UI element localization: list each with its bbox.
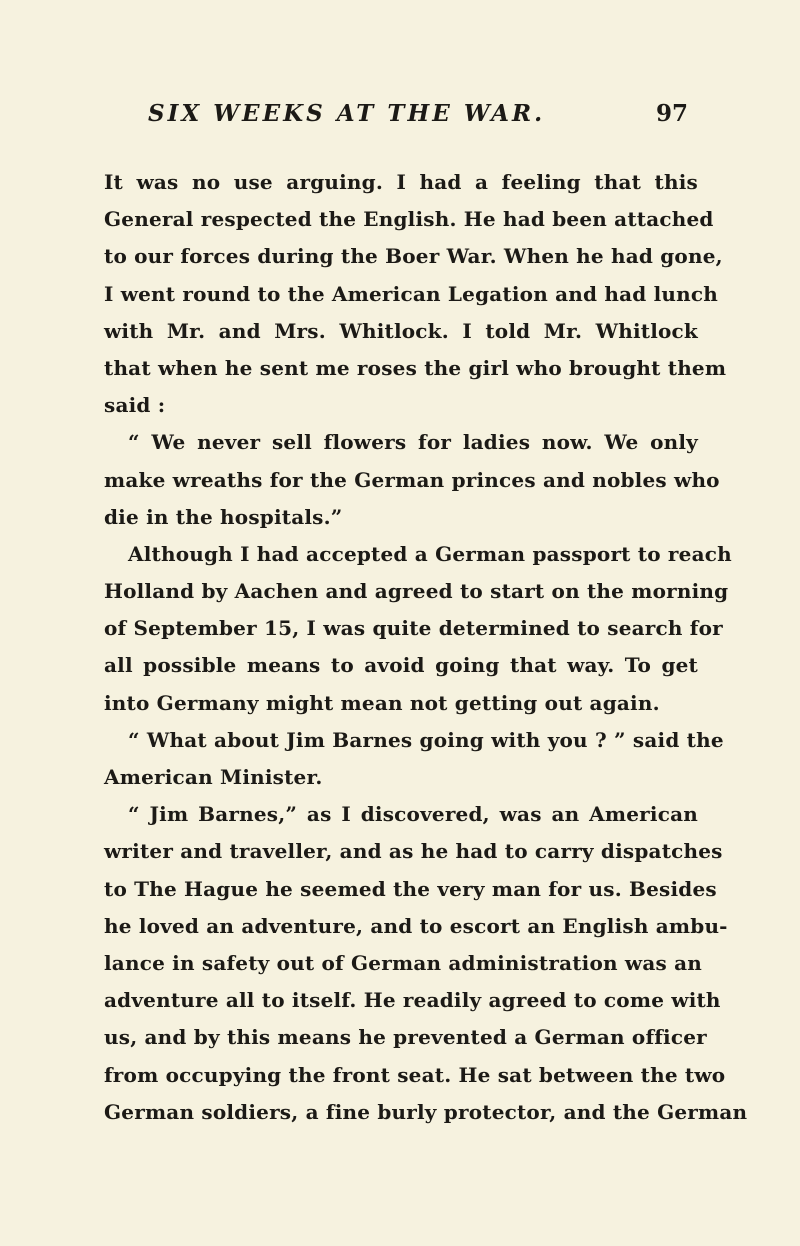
- text-line: “ We never sell flowers for ladies now. We only: [128, 430, 698, 455]
- text-line: writer and traveller, and as he had to carry dispatches: [104, 839, 723, 864]
- text-line: us, and by this means he prevented a German officer: [104, 1025, 707, 1050]
- running-head: [148, 100, 688, 134]
- text-line: all possible means to avoid going that way. To get: [104, 653, 698, 678]
- text-line: Holland by Aachen and agreed to start on the morning: [104, 579, 729, 604]
- text-line: with Mr. and Mrs. Whitlock. I told Mr. Whitlock: [104, 318, 698, 343]
- text-line: from occupying the front seat. He sat between the two: [104, 1062, 726, 1087]
- text-line: said :: [104, 393, 166, 418]
- text-line: Although I had accepted a German passport to reach: [128, 541, 732, 566]
- text-line: German soldiers, a fine burly protector, and the German: [104, 1099, 748, 1124]
- text-line: make wreaths for the German princes and nobles who: [104, 467, 720, 492]
- text-line: of September 15, I was quite determined to search for: [104, 616, 723, 641]
- text-line: American Minister.: [104, 765, 323, 789]
- running-title: SIX WEEKS AT THE WAR.: [148, 100, 546, 127]
- text-line: he loved an adventure, and to escort an English ambu-: [104, 913, 728, 938]
- text-line: die in the hospitals.”: [104, 504, 343, 529]
- body-text: [104, 164, 748, 1131]
- text-line: adventure all to itself. He readily agreed to come with: [104, 988, 721, 1013]
- text-line: to The Hague he seemed the very man for us. Besides: [104, 876, 717, 901]
- text-line: that when he sent me roses the girl who brought them: [104, 355, 727, 380]
- page-number: 97: [655, 100, 688, 127]
- text-line: to our forces during the Boer War. When he had gone,: [104, 244, 723, 269]
- text-line: “ Jim Barnes,” as I discovered, was an American: [128, 802, 698, 827]
- text-line: It was no use arguing. I had a feeling that this: [104, 170, 698, 194]
- text-line: General respected the English. He had been attached: [104, 207, 714, 232]
- text-line: “ What about Jim Barnes going with you ? ” said the: [128, 727, 724, 752]
- text-line: lance in safety out of German administration was an: [104, 950, 703, 975]
- text-line: I went round to the American Legation and had lunch: [104, 281, 718, 306]
- text-line: into Germany might mean not getting out again.: [104, 690, 660, 715]
